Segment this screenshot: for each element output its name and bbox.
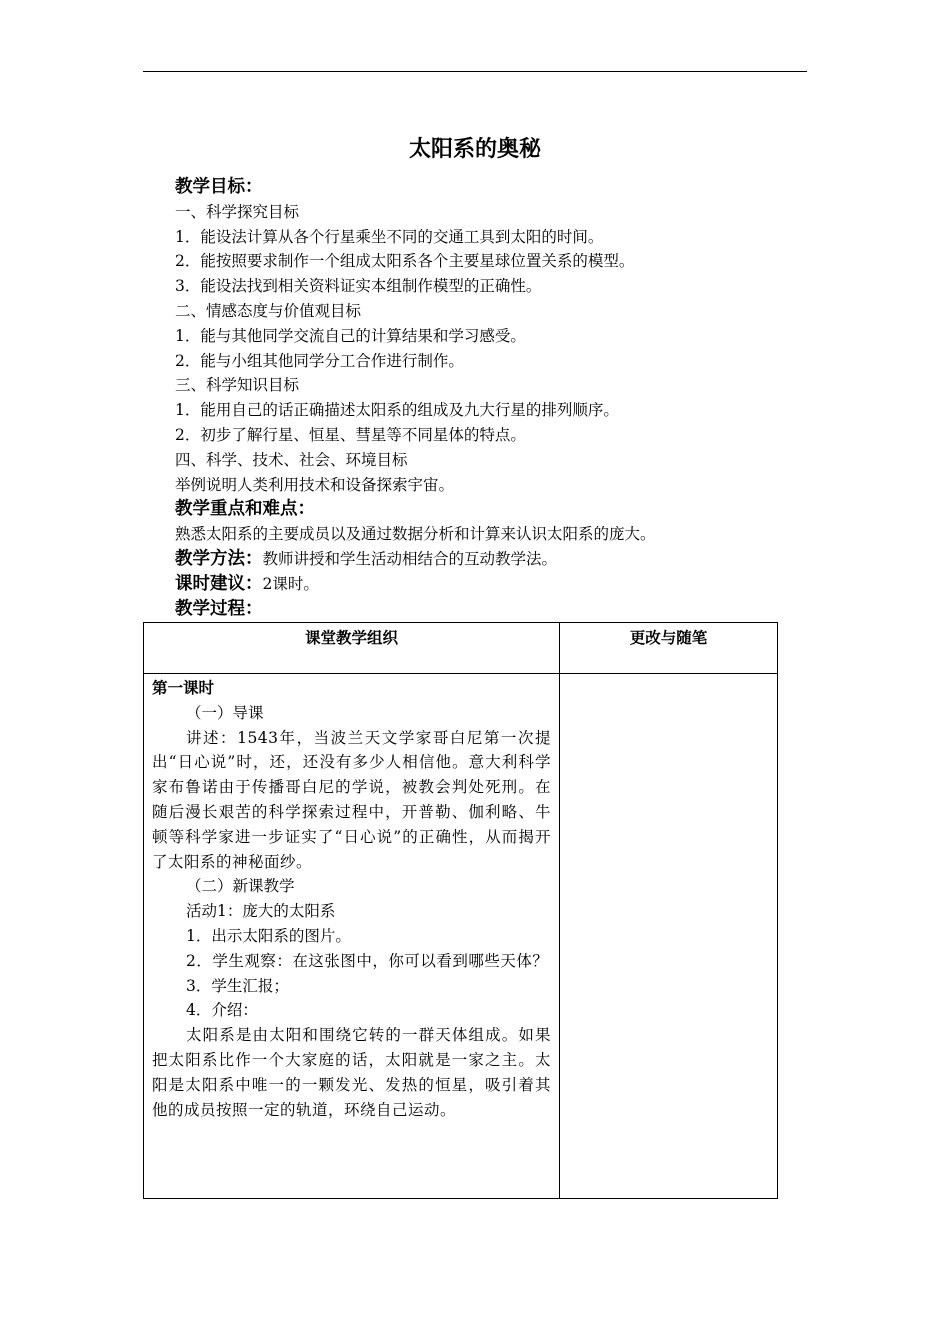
intro-text: 讲述：1543年，当波兰天文学家哥白尼第一次提出“日心说”时，还，还没有多少人相信他。意大利科学家布鲁诺由于传播哥白尼的学说，被教会判处死刑。在随后漫长艰苦的科学探索过程中，开普勒、伽利略、牛顿等科学家进一步证实了“日心说”的正确性，从而揭开了太阳系的神秘面纱。 bbox=[152, 728, 551, 871]
objective-line: 四、科学、技术、社会、环境目标 bbox=[175, 450, 408, 469]
lesson-title: 第一课时 bbox=[152, 679, 215, 697]
key-points-heading: 教学重点和难点： bbox=[175, 499, 315, 520]
objective-line: 三、科学知识目标 bbox=[175, 376, 300, 395]
objective-line: 2．初步了解行星、恒星、彗星等不同星体的特点。 bbox=[175, 425, 526, 444]
intro-label: （一）导课 bbox=[186, 703, 264, 722]
hours-text: 2课时。 bbox=[262, 574, 319, 593]
column-header-organization: 课堂教学组织 bbox=[144, 623, 560, 674]
step-2: 2．学生观察：在这张图中，你可以看到哪些天体？ bbox=[186, 951, 549, 970]
process-heading: 教学过程： bbox=[175, 598, 263, 619]
closing-text: 太阳系是由太阳和围绕它转的一群天体组成。如果把太阳系比作一个大家庭的话，太阳就是一家之主。太阳是太阳系中唯一的一颗发光、发热的恒星，吸引着其他的成员按照一定的轨道，环绕自己运动。 bbox=[152, 1026, 551, 1119]
header-rule bbox=[143, 71, 807, 72]
objective-line: 2．能与小组其他同学分工合作进行制作。 bbox=[175, 351, 464, 370]
method-row bbox=[175, 547, 795, 572]
objectives-list bbox=[175, 200, 795, 498]
new-lesson-label: （二）新课教学 bbox=[186, 877, 295, 896]
column-header-notes: 更改与随笔 bbox=[560, 623, 778, 674]
organization-cell bbox=[144, 674, 560, 1199]
step-1: 1．出示太阳系的图片。 bbox=[186, 926, 351, 945]
objective-line: 一、科学探究目标 bbox=[175, 202, 300, 221]
objective-line: 1．能与其他同学交流自己的计算结果和学习感受。 bbox=[175, 326, 526, 345]
process-table bbox=[143, 622, 778, 1199]
objective-line: 1．能用自己的话正确描述太阳系的组成及九大行星的排列顺序。 bbox=[175, 401, 619, 420]
table-header-row bbox=[144, 623, 778, 674]
method-heading: 教学方法： bbox=[175, 548, 263, 569]
step-3: 3．学生汇报； bbox=[186, 976, 289, 995]
hours-row bbox=[175, 572, 795, 597]
method-text: 教师讲授和学生活动相结合的互动教学法。 bbox=[262, 549, 558, 568]
objective-line: 举例说明人类利用技术和设备探索宇宙。 bbox=[175, 475, 455, 494]
objective-line: 3．能设法找到相关资料证实本组制作模型的正确性。 bbox=[175, 277, 542, 296]
objective-line: 1．能设法计算从各个行星乘坐不同的交通工具到太阳的时间。 bbox=[175, 227, 604, 246]
objectives-heading: 教学目标： bbox=[175, 177, 263, 197]
objective-line: 二、情感态度与价值观目标 bbox=[175, 301, 362, 320]
key-points-text: 熟悉太阳系的主要成员以及通过数据分析和计算来认识太阳系的庞大。 bbox=[175, 525, 656, 544]
activity-title: 活动1：庞大的太阳系 bbox=[186, 902, 336, 921]
page-title: 太阳系的奥秘 bbox=[408, 137, 541, 162]
lesson-body bbox=[175, 175, 795, 621]
table-content-row bbox=[144, 674, 778, 1199]
notes-cell[interactable] bbox=[560, 674, 778, 1199]
step-4: 4．介绍： bbox=[186, 1001, 258, 1020]
hours-heading: 课时建议： bbox=[175, 573, 263, 594]
objective-line: 2．能按照要求制作一个组成太阳系各个主要星球位置关系的模型。 bbox=[175, 252, 635, 271]
